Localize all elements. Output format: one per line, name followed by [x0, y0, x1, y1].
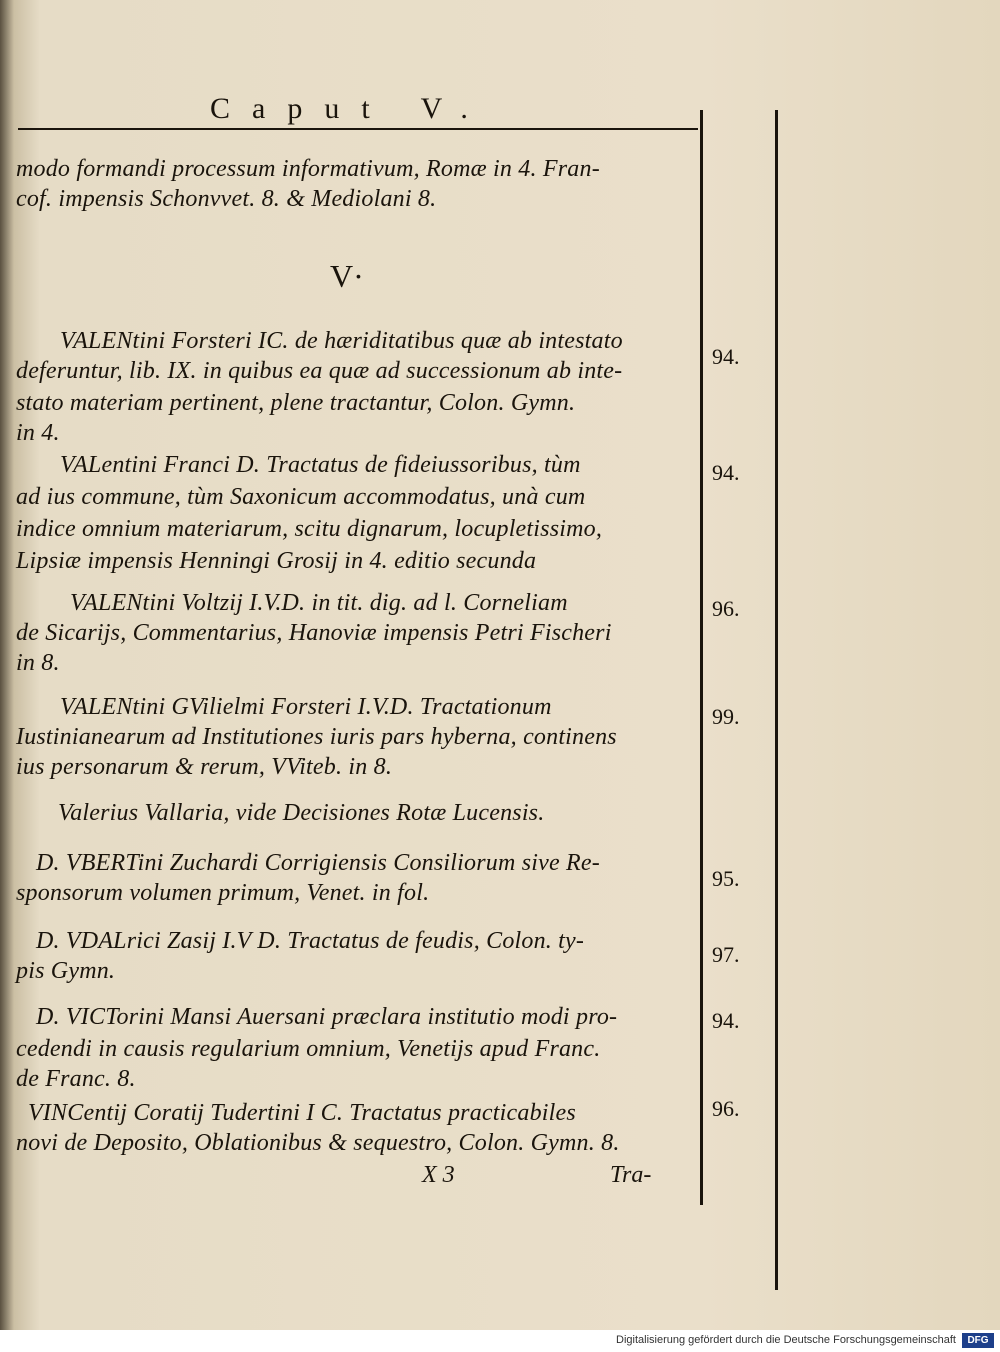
text-line: VALentini Franci D. Tractatus de fideiussoribus, tùm — [60, 452, 581, 478]
text-line: in 8. — [16, 650, 60, 676]
text-line: ius personarum & rerum, VViteb. in 8. — [16, 754, 393, 780]
margin-number: 95. — [712, 866, 740, 891]
text-line: in 4. — [16, 420, 60, 446]
margin-number: 99. — [712, 704, 740, 729]
section-letter: V· — [330, 258, 364, 294]
text-line: novi de Deposito, Oblationibus & sequestro, Colon. Gymn. 8. — [16, 1130, 620, 1156]
text-line: D. VBERTini Zuchardi Corrigiensis Consiliorum sive Re- — [36, 850, 600, 876]
text-line: VALENtini Forsteri IC. de hæriditatibus quæ ab intestato — [60, 328, 623, 354]
text-line: D. VDALrici Zasij I.V D. Tractatus de feudis, Colon. ty- — [36, 928, 585, 954]
text-line: de Franc. 8. — [16, 1066, 136, 1092]
column-rule-left — [700, 110, 703, 1205]
text-line: VALENtini Voltzij I.V.D. in tit. dig. ad l. Corneliam — [70, 590, 568, 616]
text-line: cof. impensis Schonvvet. 8. & Mediolani 8. — [16, 186, 437, 212]
text-line: VINCentij Coratij Tudertini I C. Tractatus practicabiles — [28, 1100, 576, 1126]
text-line: pis Gymn. — [16, 958, 116, 984]
header-rule — [18, 128, 698, 130]
text-line: Lipsiæ impensis Henningi Grosij in 4. editio secunda — [16, 548, 537, 574]
margin-number: 97. — [712, 942, 740, 967]
margin-number: 96. — [712, 1096, 740, 1121]
text-line: ad ius commune, tùm Saxonicum accommodatus, unà cum — [16, 484, 586, 510]
running-header: Caput V. — [210, 92, 490, 125]
text-line: indice omnium materiarum, scitu dignarum, locupletissimo, — [16, 516, 603, 542]
footer-credit: Digitalisierung gefördert durch die Deutsche Forschungsgemeinschaft — [616, 1334, 956, 1346]
dfg-logo-icon: DFG — [962, 1333, 994, 1348]
text-line: modo formandi processum informativum, Romæ in 4. Fran- — [16, 156, 600, 182]
text-line: cedendi in causis regularium omnium, Venetijs apud Franc. — [16, 1036, 601, 1062]
text-line: Valerius Vallaria, vide Decisiones Rotæ Lucensis. — [58, 800, 545, 826]
text-line: de Sicarijs, Commentarius, Hanoviæ impensis Petri Fischeri — [16, 620, 612, 646]
margin-number: 94. — [712, 460, 740, 485]
text-line: VALENtini GVilielmi Forsteri I.V.D. Tractationum — [60, 694, 552, 720]
text-line: deferuntur, lib. IX. in quibus ea quæ ad successionum ab inte- — [16, 358, 623, 384]
text-line: Iustinianearum ad Institutiones iuris pars hyberna, continens — [16, 724, 617, 750]
signature-mark: X 3 — [422, 1162, 455, 1188]
margin-number: 94. — [712, 344, 740, 369]
margin-number: 96. — [712, 596, 740, 621]
digitization-footer — [0, 1330, 1000, 1352]
margin-number: 94. — [712, 1008, 740, 1033]
text-line: D. VICTorini Mansi Auersani præclara institutio modi pro- — [36, 1004, 618, 1030]
catchword: Tra- — [610, 1162, 652, 1188]
text-line: stato materiam pertinent, plene tractantur, Colon. Gymn. — [16, 390, 576, 416]
text-line: sponsorum volumen primum, Venet. in fol. — [16, 880, 430, 906]
